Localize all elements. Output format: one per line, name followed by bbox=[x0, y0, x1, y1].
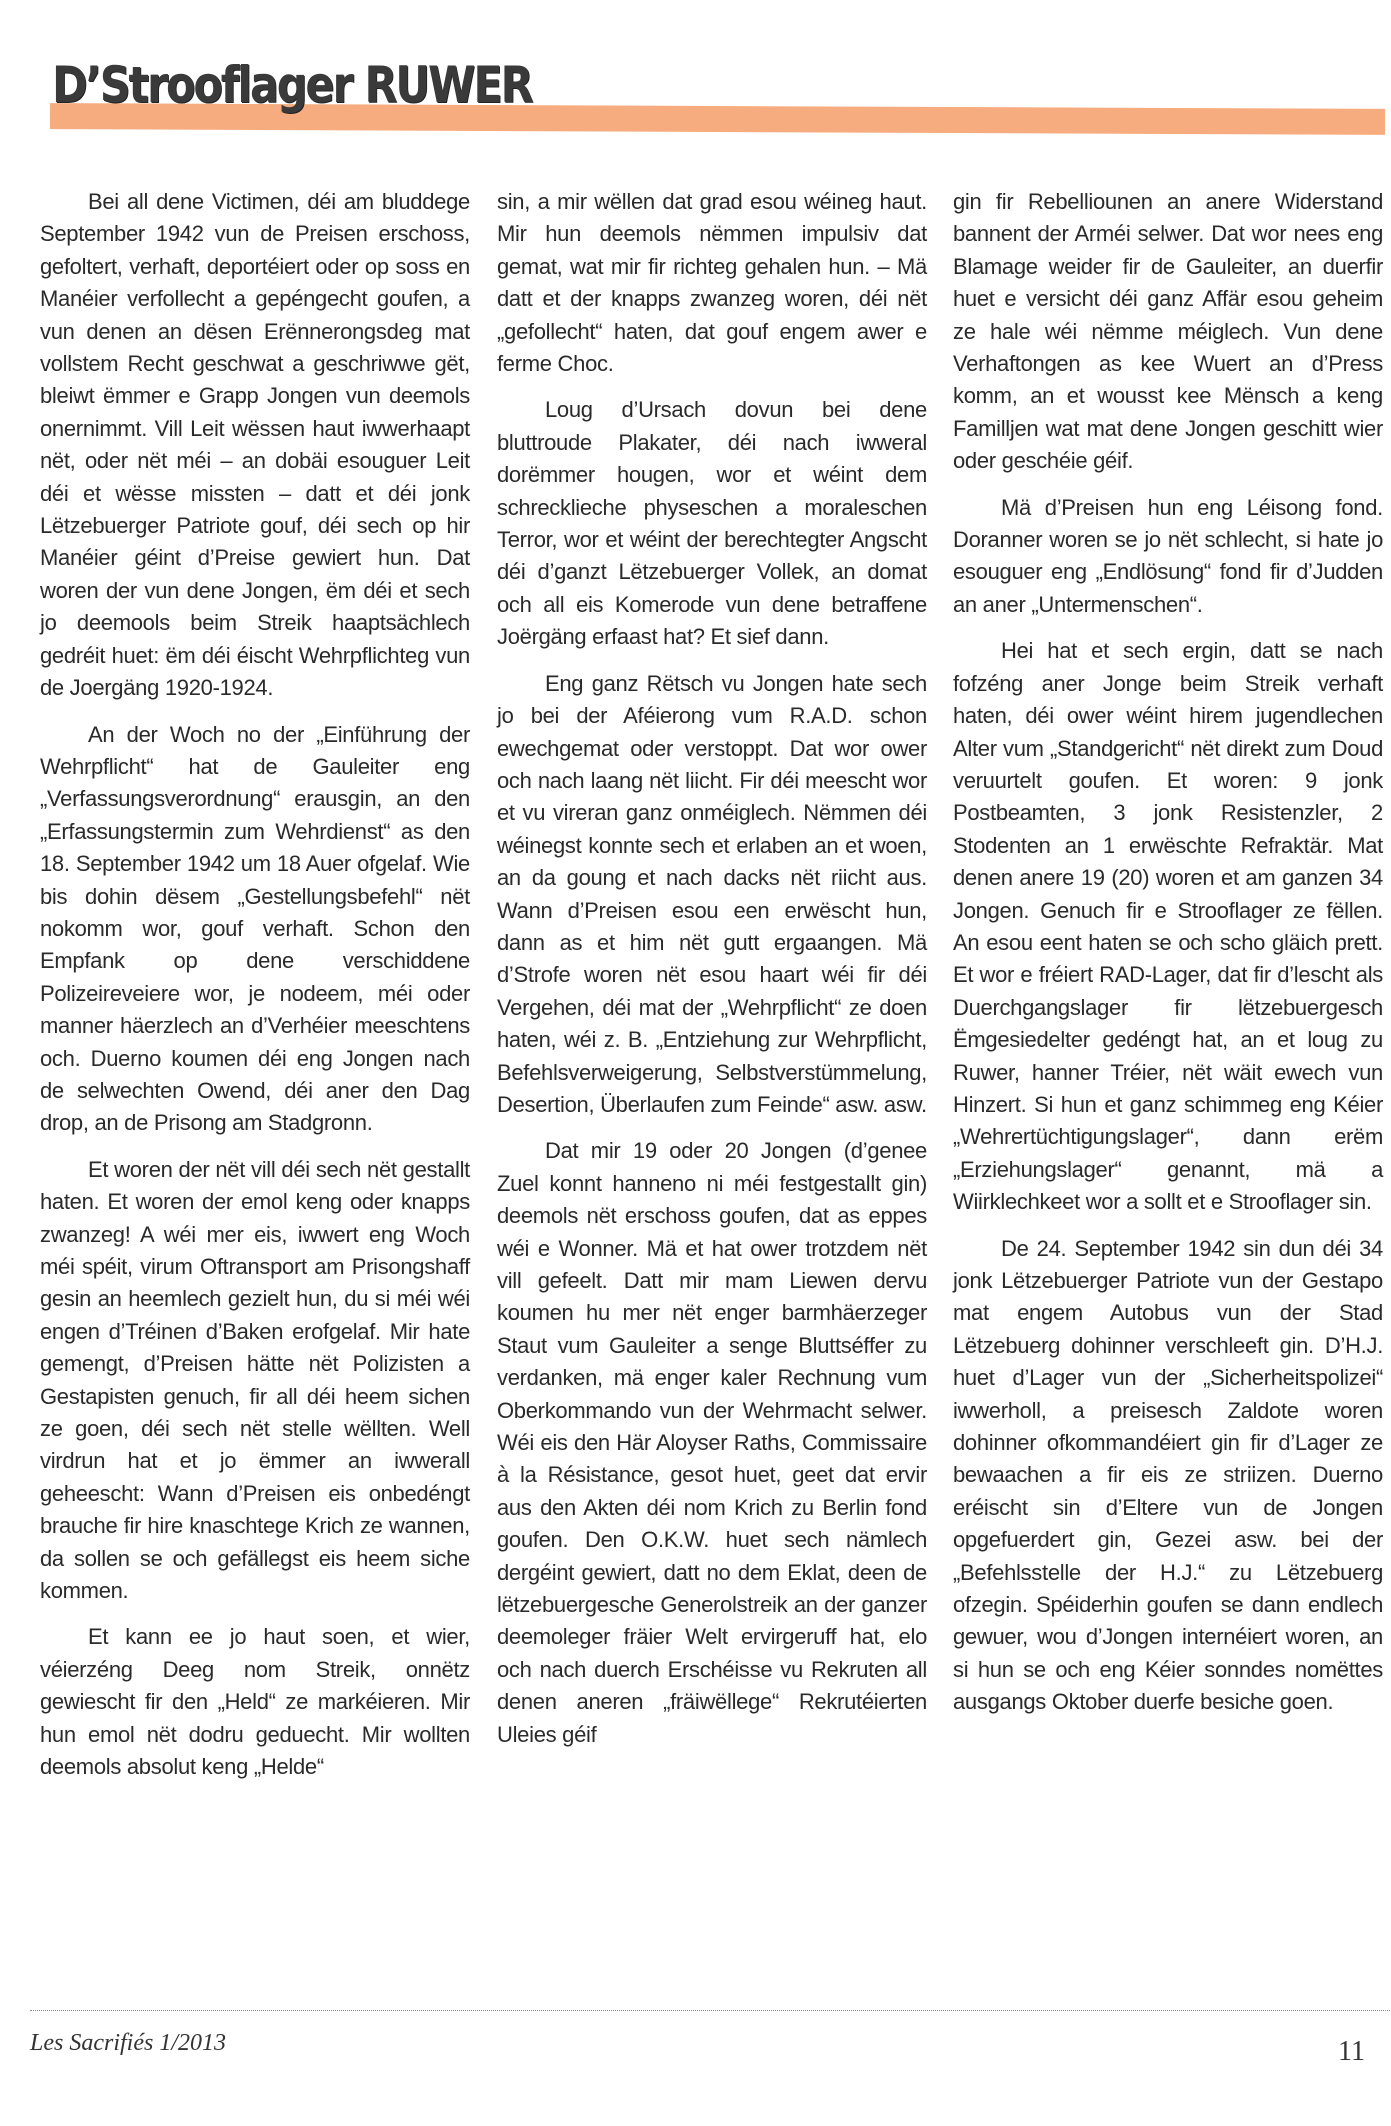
paragraph: Bei all dene Victimen, déi am bluddege September 1942 vun de Preisen erschoss, gefoltert, verhaft, deportéiert oder op soss en Manéier verfollecht a gepéngecht goufen, a vun denen an dësen Erënnerongsdeg mat vollstem Recht geschwat a geschriwwe gët, bleiwt ëmmer e Grapp Jongen vun deemols onernimmt. Vill Leit wëssen haut iwwerhaapt nët, oder nët méi – an dobäi esouguer Leit déi et wësse missten – datt et déi jonk Lëtzebuerger Patriote gouf, déi sech op hir Manéier géint d’Preise gewiert hun. Dat woren der vun dene Jongen, ëm déi et sech jo deemools beim Streik haaptsächlech gedréit huet: ëm déi éischt Wehrpflichteg vun de Joergäng 1920-1924. bbox=[40, 189, 470, 701]
paragraph: Hei hat et sech ergin, datt se nach fofzéng aner Jonge beim Streik verhaft haten, déi ower wéint hirem jugendlechen Alter vum „Standgericht“ nët direkt zum Doud veruurtelt goufen. Et woren: 9 jonk Postbeamten, 3 jonk Resistenzler, 2 Stodenten an 1 erwëschte Refraktär. Mat denen anere 19 (20) woren et am ganzen 34 Jongen. Genuch fir e Strooflager ze fëllen. An esou eent haten se och scho gläich prett. Et wor e fréiert RAD-Lager, dat fir d’lescht als Duerchgangslager fir lëtzebuergesch Ëmgesiedelter gedéngt hat, an et loug zu Ruwer, hanner Tréier, nët wäit ewech vun Hinzert. Si hun et ganz schimmeg eng Kéier „Wehrertüchtigungslager“, dann erëm „Erziehungslager“ genannt, mä a Wiirklechkeet wor a sollt et e Strooflager sin. bbox=[953, 638, 1383, 1215]
paragraph: Mä d’Preisen hun eng Léisong fond. Doranner woren se jo nët schlecht, si hate jo esouguer eng „Endlösung“ fond fir d’Judden an aner „Untermenschen“. bbox=[953, 494, 1383, 617]
column-3 bbox=[953, 186, 1383, 1733]
footer-divider bbox=[30, 2010, 1390, 2011]
paragraph: Et kann ee jo haut soen, et wier, véierzéng Deeg nom Streik, onnëtz gewiescht fir den „Held“ ze markéieren. Mir hun emol nët dodru geduecht. Mir wollten deemols absolut keng „Helde“ bbox=[40, 1624, 470, 1780]
page-number: 11 bbox=[1338, 2036, 1365, 2067]
paragraph: Dat mir 19 oder 20 Jongen (d’genee Zuel konnt hanneno ni méi festgestallt gin) deemols nët erschoss goufen, dat as eppes wéi e Wonner. Mä et hat ower trotzdem nët vill gefeelt. Datt mir mam Liewen dervu koumen hu mer nët enger barmhäerzeger Staut vum Gauleiter a senge Bluttséffer zu verdanken, mä enger kaler Rechnung vum Oberkommando vun der Wehrmacht selwer. Wéi eis den Här Aloyser Raths, Commissaire à la Résistance, gesot huet, geet dat ervir aus den Akten déi nom Krich zu Berlin fond goufen. Den O.K.W. huet sech nämlech dergéint gewiert, datt no dem Eklat, deen de lëtzebuergesche Generolstreik an der ganzer deemoleger fräier Welt ervirgeruff hat, elo och nach duerch Erschéisse vu Rekruten all denen aneren „fräiwëllege“ Rekrutéierten Uleies géif bbox=[497, 1138, 927, 1747]
publication-name: Les Sacrifiés 1/2013 bbox=[30, 2030, 226, 2056]
article-title: D’Strooflager RUWER bbox=[52, 56, 532, 114]
paragraph: An der Woch no der „Einführung der Wehrpflicht“ hat de Gauleiter eng „Verfassungsverordnung“ erausgin, an den „Erfassungstermin zum Wehrdienst“ as den 18. September 1942 um 18 Auer ofgelaf. Wie bis dohin dësem „Gestellungsbefehl“ nët nokomm wor, gouf verhaft. Schon den Empfank op dene verschiddene Polizeireveiere wor, je nodeem, méi oder manner häerzlech an d’Verhéier meeschtens och. Duerno koumen déi eng Jongen nach de selwechten Owend, déi aner den Dag drop, an de Prisong am Stadgronn. bbox=[40, 721, 470, 1136]
column-2 bbox=[497, 186, 927, 1765]
paragraph: Loug d’Ursach dovun bei dene bluttroude Plakater, déi nach iwweral dorëmmer hougen, wor et wéint dem schrecklieche physeschen a moraleschen Terror, wor et wéint der berechtegter Angscht déi d’ganzt Lëtzebuerger Vollek, an domat och all eis Komerode vun dene betraffene Joërgäng erfaast hat? Et sief dann. bbox=[497, 397, 927, 650]
column-1 bbox=[40, 186, 470, 1798]
paragraph: Eng ganz Rëtsch vu Jongen hate sech jo bei der Aféierong vum R.A.D. schon ewechgemat oder verstoppt. Dat wor ower och nach laang nët liicht. Fir déi meescht wor et vu vireran ganz onméiglech. Nëmmen déi wéinegst konnte sech et erlaben an et woen, an da goung et nach dacks nët riicht aus. Wann d’Preisen esou een erwëscht hun, dann as et him nët gutt ergaangen. Mä d’Strofe woren nët esou haart wéi fir déi Vergehen, déi mat der „Wehrpflicht“ ze doen haten, wéi z. B. „Entziehung zur Wehrpflicht, Befehlsverweigerung, Selbstverstümmelung, Desertion, Überlaufen zum Feinde“ asw. asw. bbox=[497, 670, 927, 1117]
paragraph: sin, a mir wëllen dat grad esou wéineg haut. Mir hun deemols nëmmen impulsiv dat gemat, wat mir fir richteg gehalen hun. – Mä datt et der knapps zwanzeg woren, déi nët „gefollecht“ haten, dat gouf engem awer e ferme Choc. bbox=[497, 189, 927, 377]
paragraph: Et woren der nët vill déi sech nët gestallt haten. Et woren der emol keng oder knapps zwanzeg! A wéi mer eis, iwwert eng Woch méi spéit, virum Oftransport am Prisongshaff gesin an heemlech gezielt hun, du si méi wéi engen d’Tréinen d’Baken erofgelaf. Mir hate gemengt, d’Preisen hätte nët Polizisten a Gestapisten genuch, fir all déi heem sichen ze goen, déi sech nët stelle wëllten. Well virdrun hat et jo ëmmer an iwwerall geheescht: Wann d’Preisen eis onbedéngt brauche fir hire knaschtege Krich ze wannen, da sollen se och gefällegst eis heem siche kommen. bbox=[40, 1156, 470, 1604]
paragraph: gin fir Rebelliounen an anere Widerstand bannent der Arméi selwer. Dat wor nees eng Blamage weider fir de Gauleiter, an duerfir huet e versicht déi ganz Affär esou geheim ze hale wéi nëmme méiglech. Vun dene Verhaftongen as kee Wuert an d’Press komm, an et wousst kee Mënsch a keng Familljen wat mat dene Jongen geschitt wier oder geschéie géif. bbox=[953, 189, 1383, 474]
paragraph: De 24. September 1942 sin dun déi 34 jonk Lëtzebuerger Patriote vun der Gestapo mat engem Autobus vun der Stad Lëtzebuerg dohinner verschleeft gin. D’H.J. huet d’Lager vun der „Sicherheitspolizei“ iwwerholl, a preisesch Zaldote woren dohinner ofkommandéiert gin fir d’Lager ze bewaachen a fir eis ze striizen. Duerno eréischt sin d’Eltere vun de Jongen opgefuerdert gin, Gezei asw. bei der „Befehlsstelle der H.J.“ zu Lëtzebuerg ofzegin. Spéiderhin goufen se dann endlech gewuer, wou d’Jongen internéiert woren, an si hun se och eng Kéier sonndes nomëttes ausgangs Oktober duerfe besiche goen. bbox=[953, 1235, 1383, 1715]
